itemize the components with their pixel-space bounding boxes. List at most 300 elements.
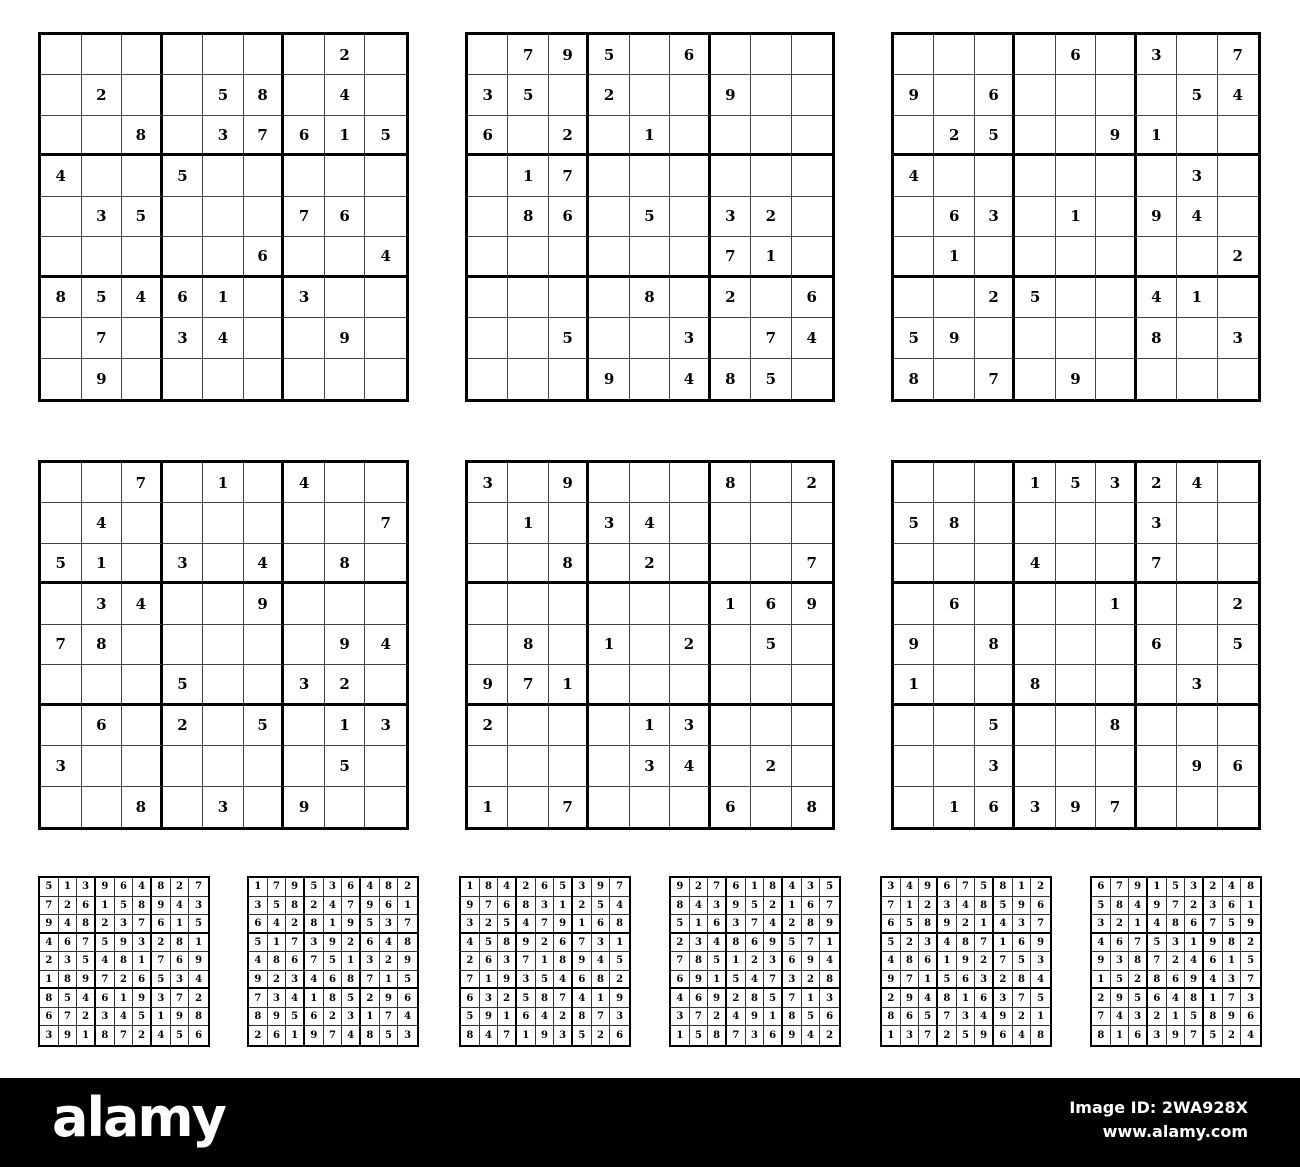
puzzle-cell[interactable] xyxy=(1177,463,1217,503)
puzzle-cell[interactable] xyxy=(41,746,82,786)
puzzle-cell[interactable] xyxy=(589,665,629,705)
puzzle-cell[interactable] xyxy=(508,359,548,399)
puzzle-cell[interactable] xyxy=(284,787,325,827)
puzzle-cell[interactable] xyxy=(1218,746,1258,786)
puzzle-cell[interactable] xyxy=(468,278,508,318)
puzzle-cell[interactable] xyxy=(975,237,1015,277)
puzzle-cell[interactable] xyxy=(975,746,1015,786)
puzzle-cell[interactable] xyxy=(894,706,934,746)
puzzle-cell[interactable] xyxy=(1177,197,1217,237)
puzzle-cell[interactable] xyxy=(711,625,751,665)
puzzle-cell[interactable] xyxy=(630,116,670,156)
puzzle-cell[interactable] xyxy=(934,463,974,503)
puzzle-cell[interactable] xyxy=(244,278,285,318)
puzzle-cell[interactable] xyxy=(1015,35,1055,75)
puzzle-cell[interactable] xyxy=(1137,463,1177,503)
puzzle-cell[interactable] xyxy=(549,503,589,543)
puzzle-cell[interactable] xyxy=(41,665,82,705)
puzzle-cell[interactable] xyxy=(1177,116,1217,156)
puzzle-cell[interactable] xyxy=(284,625,325,665)
puzzle-cell[interactable] xyxy=(1177,35,1217,75)
puzzle-cell[interactable] xyxy=(670,503,710,543)
puzzle-cell[interactable] xyxy=(468,197,508,237)
puzzle-cell[interactable] xyxy=(1218,278,1258,318)
puzzle-cell[interactable] xyxy=(122,318,163,358)
puzzle-cell[interactable] xyxy=(1015,584,1055,624)
puzzle-cell[interactable] xyxy=(792,359,832,399)
puzzle-cell[interactable] xyxy=(122,544,163,584)
puzzle-cell[interactable] xyxy=(365,544,406,584)
puzzle-cell[interactable] xyxy=(365,278,406,318)
puzzle-cell[interactable] xyxy=(508,156,548,196)
puzzle-cell[interactable] xyxy=(975,278,1015,318)
puzzle-cell[interactable] xyxy=(1177,625,1217,665)
puzzle-cell[interactable] xyxy=(1056,746,1096,786)
puzzle-cell[interactable] xyxy=(203,787,244,827)
puzzle-cell[interactable] xyxy=(934,544,974,584)
puzzle-cell[interactable] xyxy=(1096,75,1136,115)
puzzle-cell[interactable] xyxy=(792,278,832,318)
puzzle-cell[interactable] xyxy=(82,503,123,543)
puzzle-cell[interactable] xyxy=(203,746,244,786)
puzzle-cell[interactable] xyxy=(549,746,589,786)
puzzle-cell[interactable] xyxy=(1137,35,1177,75)
puzzle-cell[interactable] xyxy=(630,787,670,827)
puzzle-cell[interactable] xyxy=(792,584,832,624)
puzzle-cell[interactable] xyxy=(1177,706,1217,746)
puzzle-cell[interactable] xyxy=(508,746,548,786)
puzzle-cell[interactable] xyxy=(468,787,508,827)
puzzle-cell[interactable] xyxy=(468,75,508,115)
puzzle-cell[interactable] xyxy=(549,359,589,399)
puzzle-cell[interactable] xyxy=(630,359,670,399)
puzzle-cell[interactable] xyxy=(630,584,670,624)
puzzle-cell[interactable] xyxy=(751,503,791,543)
puzzle-cell[interactable] xyxy=(365,359,406,399)
puzzle-cell[interactable] xyxy=(934,503,974,543)
puzzle-cell[interactable] xyxy=(1177,237,1217,277)
puzzle-cell[interactable] xyxy=(894,318,934,358)
puzzle-cell[interactable] xyxy=(122,116,163,156)
puzzle-cell[interactable] xyxy=(325,746,366,786)
puzzle-cell[interactable] xyxy=(284,35,325,75)
puzzle-cell[interactable] xyxy=(41,156,82,196)
puzzle-cell[interactable] xyxy=(934,75,974,115)
puzzle-cell[interactable] xyxy=(1015,787,1055,827)
puzzle-cell[interactable] xyxy=(1177,278,1217,318)
puzzle-cell[interactable] xyxy=(41,35,82,75)
puzzle-cell[interactable] xyxy=(365,75,406,115)
puzzle-cell[interactable] xyxy=(284,278,325,318)
puzzle-cell[interactable] xyxy=(82,359,123,399)
puzzle-cell[interactable] xyxy=(792,503,832,543)
puzzle-cell[interactable] xyxy=(468,584,508,624)
puzzle-cell[interactable] xyxy=(203,35,244,75)
puzzle-cell[interactable] xyxy=(1096,237,1136,277)
puzzle-cell[interactable] xyxy=(508,197,548,237)
puzzle-cell[interactable] xyxy=(244,584,285,624)
puzzle-cell[interactable] xyxy=(549,584,589,624)
puzzle-cell[interactable] xyxy=(975,359,1015,399)
puzzle-cell[interactable] xyxy=(1177,665,1217,705)
puzzle-cell[interactable] xyxy=(82,197,123,237)
puzzle-cell[interactable] xyxy=(549,75,589,115)
puzzle-cell[interactable] xyxy=(1015,665,1055,705)
puzzle-cell[interactable] xyxy=(711,318,751,358)
puzzle-cell[interactable] xyxy=(711,787,751,827)
puzzle-cell[interactable] xyxy=(934,278,974,318)
puzzle-cell[interactable] xyxy=(468,318,508,358)
puzzle-cell[interactable] xyxy=(670,544,710,584)
puzzle-cell[interactable] xyxy=(1218,665,1258,705)
puzzle-cell[interactable] xyxy=(589,706,629,746)
puzzle-cell[interactable] xyxy=(1177,156,1217,196)
puzzle-cell[interactable] xyxy=(589,625,629,665)
puzzle-cell[interactable] xyxy=(1218,706,1258,746)
puzzle-cell[interactable] xyxy=(1218,197,1258,237)
puzzle-cell[interactable] xyxy=(325,706,366,746)
puzzle-cell[interactable] xyxy=(894,787,934,827)
puzzle-cell[interactable] xyxy=(1218,625,1258,665)
puzzle-cell[interactable] xyxy=(325,318,366,358)
puzzle-cell[interactable] xyxy=(508,237,548,277)
puzzle-cell[interactable] xyxy=(549,463,589,503)
puzzle-cell[interactable] xyxy=(365,116,406,156)
puzzle-cell[interactable] xyxy=(630,75,670,115)
puzzle-cell[interactable] xyxy=(41,116,82,156)
puzzle-cell[interactable] xyxy=(82,665,123,705)
puzzle-cell[interactable] xyxy=(468,116,508,156)
puzzle-cell[interactable] xyxy=(1137,156,1177,196)
puzzle-cell[interactable] xyxy=(284,359,325,399)
puzzle-cell[interactable] xyxy=(1137,584,1177,624)
puzzle-cell[interactable] xyxy=(244,318,285,358)
puzzle-cell[interactable] xyxy=(325,197,366,237)
puzzle-cell[interactable] xyxy=(1137,359,1177,399)
puzzle-cell[interactable] xyxy=(1177,584,1217,624)
puzzle-cell[interactable] xyxy=(630,625,670,665)
puzzle-cell[interactable] xyxy=(1096,318,1136,358)
puzzle-cell[interactable] xyxy=(1177,75,1217,115)
puzzle-cell[interactable] xyxy=(284,463,325,503)
puzzle-cell[interactable] xyxy=(203,278,244,318)
puzzle-cell[interactable] xyxy=(792,75,832,115)
puzzle-cell[interactable] xyxy=(82,787,123,827)
puzzle-cell[interactable] xyxy=(1218,318,1258,358)
puzzle-cell[interactable] xyxy=(1218,787,1258,827)
puzzle-cell[interactable] xyxy=(365,156,406,196)
puzzle-cell[interactable] xyxy=(711,197,751,237)
puzzle-cell[interactable] xyxy=(82,463,123,503)
puzzle-cell[interactable] xyxy=(1015,75,1055,115)
puzzle-cell[interactable] xyxy=(670,156,710,196)
puzzle-cell[interactable] xyxy=(589,116,629,156)
puzzle-cell[interactable] xyxy=(751,35,791,75)
puzzle-cell[interactable] xyxy=(1218,75,1258,115)
puzzle-cell[interactable] xyxy=(508,787,548,827)
puzzle-cell[interactable] xyxy=(244,463,285,503)
puzzle-cell[interactable] xyxy=(1218,237,1258,277)
puzzle-cell[interactable] xyxy=(670,116,710,156)
puzzle-cell[interactable] xyxy=(122,278,163,318)
puzzle-cell[interactable] xyxy=(82,544,123,584)
puzzle-cell[interactable] xyxy=(670,746,710,786)
puzzle-cell[interactable] xyxy=(284,156,325,196)
puzzle-cell[interactable] xyxy=(1096,116,1136,156)
puzzle-cell[interactable] xyxy=(1218,584,1258,624)
puzzle-cell[interactable] xyxy=(792,156,832,196)
puzzle-cell[interactable] xyxy=(1015,746,1055,786)
puzzle-cell[interactable] xyxy=(934,787,974,827)
puzzle-cell[interactable] xyxy=(82,75,123,115)
puzzle-cell[interactable] xyxy=(894,359,934,399)
puzzle-cell[interactable] xyxy=(284,665,325,705)
puzzle-cell[interactable] xyxy=(549,35,589,75)
puzzle-cell[interactable] xyxy=(1137,197,1177,237)
puzzle-cell[interactable] xyxy=(1056,503,1096,543)
puzzle-cell[interactable] xyxy=(1218,116,1258,156)
puzzle-cell[interactable] xyxy=(1177,503,1217,543)
puzzle-cell[interactable] xyxy=(549,237,589,277)
puzzle-cell[interactable] xyxy=(508,75,548,115)
puzzle-cell[interactable] xyxy=(1015,318,1055,358)
puzzle-cell[interactable] xyxy=(82,35,123,75)
puzzle-cell[interactable] xyxy=(163,359,204,399)
puzzle-cell[interactable] xyxy=(792,625,832,665)
puzzle-cell[interactable] xyxy=(468,35,508,75)
puzzle-cell[interactable] xyxy=(122,665,163,705)
puzzle-cell[interactable] xyxy=(751,318,791,358)
puzzle-cell[interactable] xyxy=(203,116,244,156)
puzzle-cell[interactable] xyxy=(751,463,791,503)
puzzle-cell[interactable] xyxy=(630,503,670,543)
puzzle-cell[interactable] xyxy=(751,706,791,746)
puzzle-cell[interactable] xyxy=(365,787,406,827)
puzzle-cell[interactable] xyxy=(1137,116,1177,156)
puzzle-cell[interactable] xyxy=(325,156,366,196)
puzzle-cell[interactable] xyxy=(122,237,163,277)
puzzle-cell[interactable] xyxy=(163,318,204,358)
puzzle-cell[interactable] xyxy=(711,278,751,318)
puzzle-cell[interactable] xyxy=(468,665,508,705)
puzzle-cell[interactable] xyxy=(122,787,163,827)
puzzle-cell[interactable] xyxy=(365,665,406,705)
puzzle-cell[interactable] xyxy=(1015,156,1055,196)
puzzle-cell[interactable] xyxy=(1015,503,1055,543)
puzzle-cell[interactable] xyxy=(711,116,751,156)
puzzle-cell[interactable] xyxy=(468,746,508,786)
puzzle-cell[interactable] xyxy=(468,625,508,665)
puzzle-cell[interactable] xyxy=(792,544,832,584)
puzzle-cell[interactable] xyxy=(163,584,204,624)
puzzle-cell[interactable] xyxy=(203,237,244,277)
puzzle-cell[interactable] xyxy=(1056,116,1096,156)
puzzle-cell[interactable] xyxy=(1056,197,1096,237)
puzzle-cell[interactable] xyxy=(751,75,791,115)
puzzle-cell[interactable] xyxy=(365,197,406,237)
puzzle-cell[interactable] xyxy=(934,156,974,196)
puzzle-cell[interactable] xyxy=(41,318,82,358)
puzzle-cell[interactable] xyxy=(792,237,832,277)
puzzle-cell[interactable] xyxy=(934,625,974,665)
puzzle-cell[interactable] xyxy=(792,318,832,358)
puzzle-cell[interactable] xyxy=(203,665,244,705)
puzzle-cell[interactable] xyxy=(203,75,244,115)
puzzle-cell[interactable] xyxy=(1096,463,1136,503)
puzzle-cell[interactable] xyxy=(1096,544,1136,584)
puzzle-cell[interactable] xyxy=(975,544,1015,584)
puzzle-cell[interactable] xyxy=(549,156,589,196)
puzzle-cell[interactable] xyxy=(549,116,589,156)
puzzle-cell[interactable] xyxy=(365,584,406,624)
puzzle-cell[interactable] xyxy=(82,584,123,624)
puzzle-cell[interactable] xyxy=(365,463,406,503)
puzzle-cell[interactable] xyxy=(894,35,934,75)
puzzle-cell[interactable] xyxy=(508,318,548,358)
puzzle-cell[interactable] xyxy=(41,463,82,503)
puzzle-cell[interactable] xyxy=(549,278,589,318)
puzzle-cell[interactable] xyxy=(894,503,934,543)
puzzle-cell[interactable] xyxy=(1056,359,1096,399)
puzzle-cell[interactable] xyxy=(934,584,974,624)
puzzle-cell[interactable] xyxy=(670,278,710,318)
puzzle-cell[interactable] xyxy=(82,237,123,277)
puzzle-cell[interactable] xyxy=(549,665,589,705)
puzzle-cell[interactable] xyxy=(41,237,82,277)
puzzle-cell[interactable] xyxy=(711,503,751,543)
puzzle-cell[interactable] xyxy=(203,544,244,584)
puzzle-cell[interactable] xyxy=(751,116,791,156)
puzzle-cell[interactable] xyxy=(894,197,934,237)
puzzle-cell[interactable] xyxy=(1056,787,1096,827)
puzzle-cell[interactable] xyxy=(41,584,82,624)
puzzle-cell[interactable] xyxy=(163,278,204,318)
puzzle-cell[interactable] xyxy=(163,116,204,156)
puzzle-cell[interactable] xyxy=(549,787,589,827)
puzzle-cell[interactable] xyxy=(1096,665,1136,705)
puzzle-cell[interactable] xyxy=(122,156,163,196)
puzzle-cell[interactable] xyxy=(670,35,710,75)
puzzle-cell[interactable] xyxy=(1096,35,1136,75)
puzzle-cell[interactable] xyxy=(284,503,325,543)
puzzle-cell[interactable] xyxy=(630,706,670,746)
puzzle-cell[interactable] xyxy=(1137,665,1177,705)
puzzle-cell[interactable] xyxy=(122,35,163,75)
puzzle-cell[interactable] xyxy=(1137,278,1177,318)
puzzle-cell[interactable] xyxy=(630,35,670,75)
puzzle-cell[interactable] xyxy=(711,746,751,786)
puzzle-cell[interactable] xyxy=(468,156,508,196)
puzzle-cell[interactable] xyxy=(670,665,710,705)
puzzle-cell[interactable] xyxy=(122,75,163,115)
puzzle-cell[interactable] xyxy=(41,706,82,746)
puzzle-cell[interactable] xyxy=(630,278,670,318)
puzzle-cell[interactable] xyxy=(244,156,285,196)
puzzle-cell[interactable] xyxy=(284,318,325,358)
puzzle-cell[interactable] xyxy=(122,625,163,665)
puzzle-cell[interactable] xyxy=(711,35,751,75)
puzzle-cell[interactable] xyxy=(163,665,204,705)
puzzle-cell[interactable] xyxy=(325,625,366,665)
puzzle-cell[interactable] xyxy=(1177,787,1217,827)
puzzle-cell[interactable] xyxy=(1096,503,1136,543)
puzzle-cell[interactable] xyxy=(894,665,934,705)
puzzle-cell[interactable] xyxy=(122,359,163,399)
puzzle-cell[interactable] xyxy=(711,237,751,277)
puzzle-cell[interactable] xyxy=(122,706,163,746)
puzzle-cell[interactable] xyxy=(41,278,82,318)
puzzle-cell[interactable] xyxy=(792,746,832,786)
puzzle-cell[interactable] xyxy=(1137,625,1177,665)
puzzle-cell[interactable] xyxy=(284,706,325,746)
puzzle-cell[interactable] xyxy=(792,35,832,75)
puzzle-cell[interactable] xyxy=(975,584,1015,624)
puzzle-cell[interactable] xyxy=(1137,787,1177,827)
puzzle-cell[interactable] xyxy=(589,544,629,584)
puzzle-cell[interactable] xyxy=(670,237,710,277)
puzzle-cell[interactable] xyxy=(975,787,1015,827)
puzzle-cell[interactable] xyxy=(1096,706,1136,746)
puzzle-cell[interactable] xyxy=(751,197,791,237)
puzzle-cell[interactable] xyxy=(711,359,751,399)
puzzle-cell[interactable] xyxy=(1015,625,1055,665)
puzzle-cell[interactable] xyxy=(122,584,163,624)
puzzle-cell[interactable] xyxy=(934,746,974,786)
puzzle-cell[interactable] xyxy=(670,584,710,624)
puzzle-cell[interactable] xyxy=(468,463,508,503)
puzzle-cell[interactable] xyxy=(508,544,548,584)
puzzle-cell[interactable] xyxy=(365,706,406,746)
puzzle-cell[interactable] xyxy=(1056,318,1096,358)
puzzle-cell[interactable] xyxy=(549,706,589,746)
puzzle-cell[interactable] xyxy=(934,665,974,705)
puzzle-cell[interactable] xyxy=(508,116,548,156)
puzzle-cell[interactable] xyxy=(163,503,204,543)
puzzle-cell[interactable] xyxy=(325,278,366,318)
puzzle-cell[interactable] xyxy=(244,787,285,827)
puzzle-cell[interactable] xyxy=(1218,156,1258,196)
puzzle-cell[interactable] xyxy=(1056,278,1096,318)
puzzle-cell[interactable] xyxy=(82,278,123,318)
puzzle-cell[interactable] xyxy=(325,665,366,705)
puzzle-cell[interactable] xyxy=(792,197,832,237)
puzzle-cell[interactable] xyxy=(163,706,204,746)
puzzle-cell[interactable] xyxy=(1137,746,1177,786)
puzzle-cell[interactable] xyxy=(163,625,204,665)
puzzle-cell[interactable] xyxy=(1056,625,1096,665)
puzzle-cell[interactable] xyxy=(325,463,366,503)
puzzle-cell[interactable] xyxy=(508,278,548,318)
puzzle-cell[interactable] xyxy=(589,503,629,543)
puzzle-cell[interactable] xyxy=(203,156,244,196)
puzzle-cell[interactable] xyxy=(1015,706,1055,746)
puzzle-cell[interactable] xyxy=(670,787,710,827)
puzzle-cell[interactable] xyxy=(41,503,82,543)
puzzle-cell[interactable] xyxy=(670,463,710,503)
puzzle-cell[interactable] xyxy=(244,503,285,543)
puzzle-cell[interactable] xyxy=(1096,746,1136,786)
puzzle-cell[interactable] xyxy=(711,665,751,705)
puzzle-cell[interactable] xyxy=(508,463,548,503)
puzzle-cell[interactable] xyxy=(751,584,791,624)
puzzle-cell[interactable] xyxy=(894,584,934,624)
puzzle-cell[interactable] xyxy=(163,75,204,115)
puzzle-cell[interactable] xyxy=(711,544,751,584)
puzzle-cell[interactable] xyxy=(894,746,934,786)
puzzle-cell[interactable] xyxy=(244,197,285,237)
puzzle-cell[interactable] xyxy=(325,584,366,624)
puzzle-cell[interactable] xyxy=(934,706,974,746)
